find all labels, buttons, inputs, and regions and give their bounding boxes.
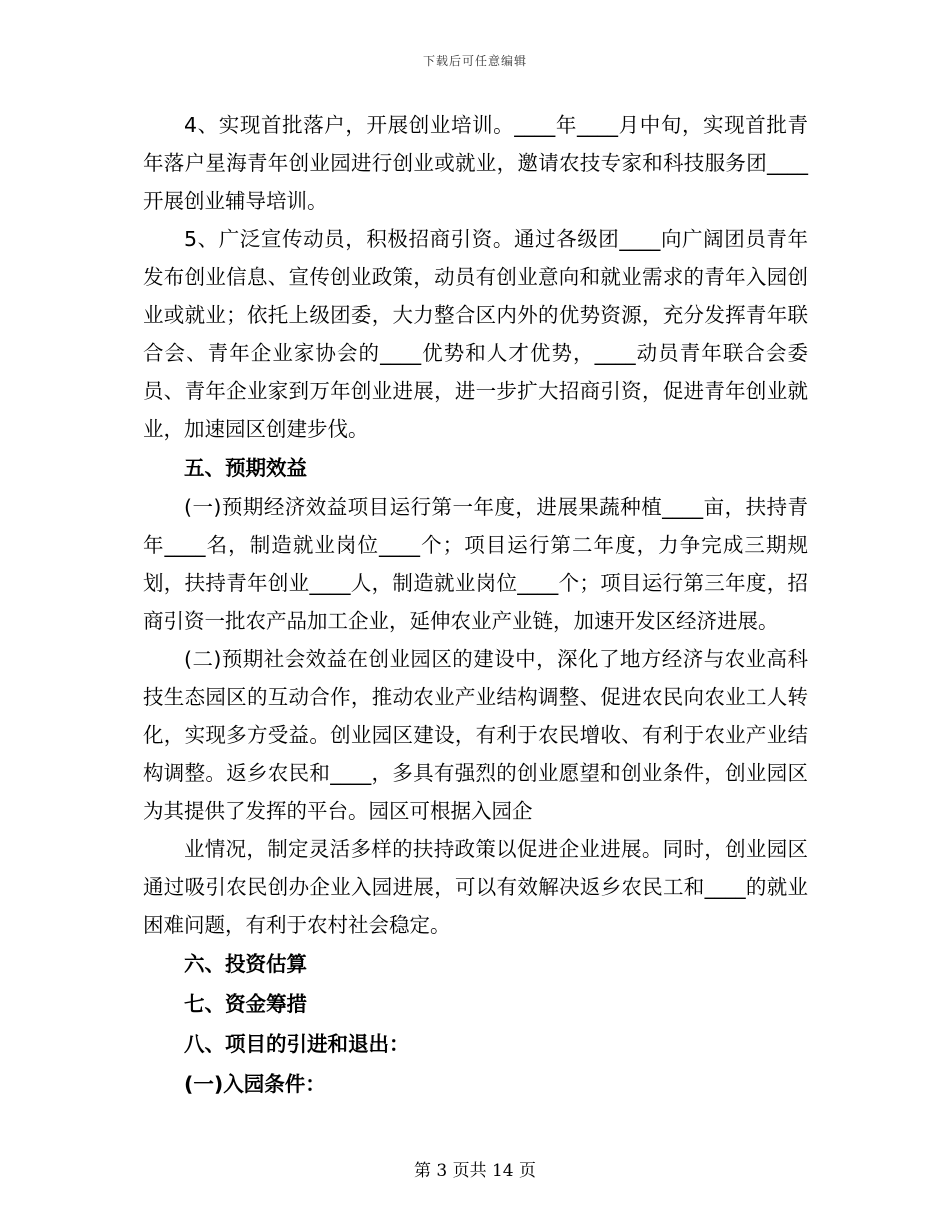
subsection-heading-entry-conditions: (一)入园条件： <box>184 1072 326 1096</box>
paragraph-item-5: 5、广泛宣传动员，积极招商引资。通过各级团____向广阔团员青年发布创业信息、宣传创业政策，动员有创业意向和就业需求的青年入园创业或就业；依托上级团委，大力整合区内外的优势资源，充分发挥青年联合会、青年企业家协会的____优势和人才优势，____动员青年联合会委员、青年企业家到万年创业进展，进一步扩大招商引资，促进青年创业就业，加速园区创建步伐。 <box>143 227 808 441</box>
page-header: 下载后可任意编辑 <box>422 54 527 68</box>
paragraph-economic-benefit: (一)预期经济效益项目运行第一年度，进展果蔬种植____亩，扶持青年____名，制造就业岗位____个；项目运行第二年度，力争完成三期规划，扶持青年创业____人，制造就业岗位____个；项目运行第三年度，招商引资一批农产品加工企业，延伸农业产业链，加速开发区经济进展。 <box>143 495 808 633</box>
document-body <box>143 106 808 1104</box>
section-heading-7: 七、资金筹措 <box>184 992 307 1016</box>
section-heading-8: 八、项目的引进和退出： <box>184 1032 410 1056</box>
paragraph-social-benefit: (二)预期社会效益在创业园区的建设中，深化了地方经济与农业高科技生态园区的互动合作，推动农业产业结构调整、促进农民向农业工人转化，实现多方受益。创业园区建设，有利于农民增收、有利于农业产业结构调整。返乡农民和____，多具有强烈的创业愿望和创业条件，创业园区为其提供了发挥的平台。园区可根据入园企 <box>143 647 808 823</box>
paragraph-item-4: 4、实现首批落户，开展创业培训。____年____月中旬，实现首批青年落户星海青年创业园进行创业或就业，邀请农技专家和科技服务团____开展创业辅导培训。 <box>143 113 808 213</box>
section-heading-6: 六、投资估算 <box>184 952 307 976</box>
paragraph-social-benefit-continued: 业情况，制定灵活多样的扶持政策以促进企业进展。同时，创业园区通过吸引农民创办企业入园进展，可以有效解决返乡农民工和____的就业困难问题，有利于农村社会稳定。 <box>143 837 808 937</box>
section-heading-5: 五、预期效益 <box>184 456 307 480</box>
page-footer: 第 3 页共 14 页 <box>413 1161 537 1181</box>
